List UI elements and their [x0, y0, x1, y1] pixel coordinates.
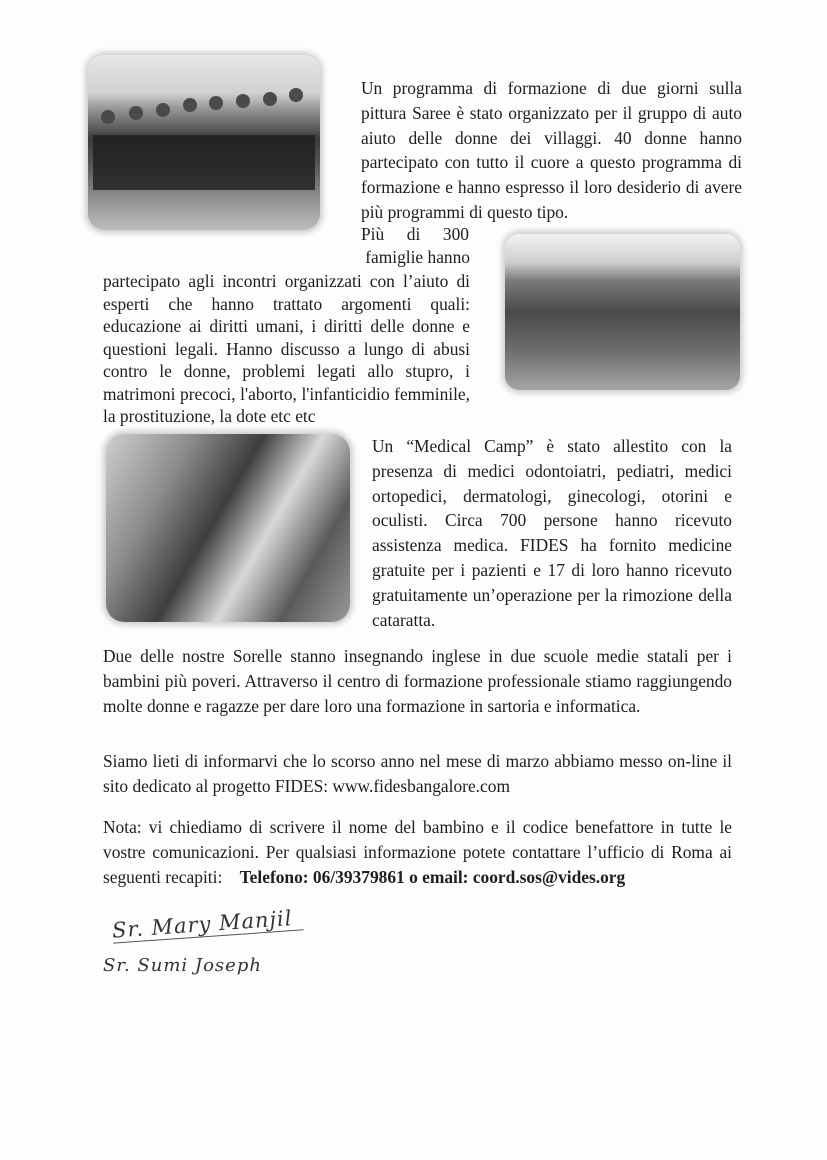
photo-saree-graphic	[88, 55, 320, 230]
paragraph-families-meetings: partecipato agli incontri organizzati con l’aiuto di esperti che hanno trattato argomenti quali: educazione ai diritti umani, i diritti delle donne e questioni legali. Hanno discusso a lungo di abusi contro le donne, problemi legati allo stupro, i matrimoni precoci, l'aborto, l'infanticidio femminile, la prostituzione, la dote etc etc	[103, 271, 470, 426]
contact-info: Telefono: 06/39379861 o email: coord.sos@vides.org	[239, 866, 626, 887]
paragraph-medical-camp: Un “Medical Camp” è stato allestito con la presenza di medici odontoiatri, pediatri, medici ortopedici, dermatologi, ginecologi, otorini e oculisti. Circa 700 persone hanno ricevuto assistenza medica. FIDES ha fornito medicine gratuite per i pazienti e 17 di loro hanno ricevuto gratuitamente un’operazione per la rimozione della cataratta.	[372, 436, 732, 630]
photo-medical-camp	[106, 434, 350, 622]
signature-sumi-joseph: Sr. Sumi Joseph	[103, 955, 262, 976]
signature-mary-manjil: Sr. Mary Manjil	[111, 905, 303, 943]
paragraph-saree-training: Un programma di formazione di due giorni sulla pittura Saree è stato organizzato per il gruppo di auto aiuto delle donne dei villaggi. 40 donne hanno partecipato con tutto il cuore a questo programma di formazione e hanno espresso il loro desiderio di avere più programmi di questo tipo.	[361, 78, 742, 222]
paragraph-families-line2: famiglie hanno	[365, 247, 470, 267]
photo-families-gathering	[505, 234, 740, 390]
photo-saree-painting-group	[88, 55, 320, 230]
paragraph-families-line1: Più di 300	[361, 224, 469, 244]
paragraph-website: Siamo lieti di informarvi che lo scorso anno nel mese di marzo abbiamo messo on-line il sito dedicato al progetto FIDES: www.fidesbangalore.com	[103, 751, 732, 796]
paragraph-schools: Due delle nostre Sorelle stanno insegnando inglese in due scuole medie statali per i bambini più poveri. Attraverso il centro di formazione professionale stiamo raggiungendo molte donne e ragazze per dare loro una formazione in sartoria e informatica.	[103, 646, 732, 716]
note-text: Nota: vi chiediamo di scrivere il nome del bambino e il codice benefattore in tutte le vostre comunicazioni. Per qualsiasi informazione potete contattare l’ufficio di Roma ai seguenti recapiti:	[103, 817, 732, 887]
paragraph-note	[103, 815, 732, 889]
